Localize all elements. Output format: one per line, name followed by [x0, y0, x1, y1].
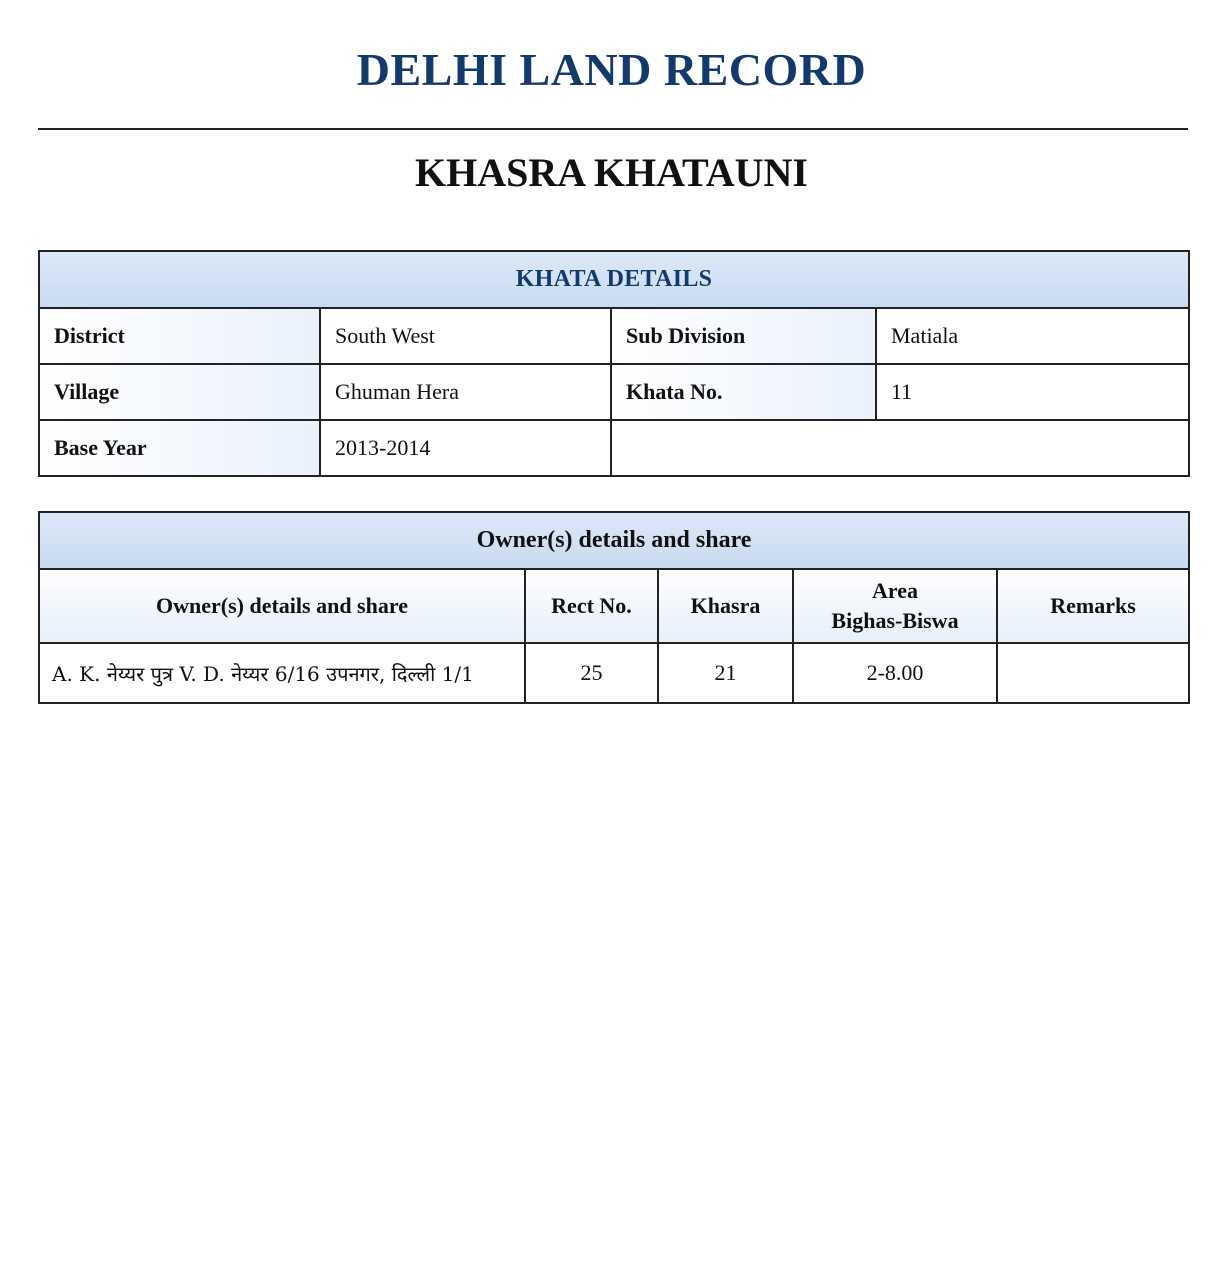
table-row [39, 643, 1189, 703]
page-subtitle: KHASRA KHATAUNI [414, 150, 808, 195]
village-value: Ghuman Hera [320, 364, 611, 420]
khasra-cell: 21 [658, 643, 793, 703]
khata-no-label: Khata No. [611, 364, 876, 420]
empty-cell [611, 420, 1189, 476]
owners-table [38, 511, 1190, 704]
owners-heading: Owner(s) details and share [39, 512, 1189, 569]
khata-no-value: 11 [876, 364, 1189, 420]
district-label: District [39, 308, 320, 364]
page-title: DELHI LAND RECORD [356, 44, 867, 95]
owner-cell: A. K. नेय्यर पुत्र V. D. नेय्यर 6/16 उपनगर, दिल्ली 1/1 [39, 643, 525, 703]
column-header-rect-no: Rect No. [525, 569, 658, 643]
rect-no-cell: 25 [525, 643, 658, 703]
district-value: South West [320, 308, 611, 364]
area-cell: 2-8.00 [793, 643, 997, 703]
column-header-khasra: Khasra [658, 569, 793, 643]
village-label: Village [39, 364, 320, 420]
khata-details-table [38, 250, 1190, 477]
area-header-line2: Bighas-Biswa [831, 608, 959, 633]
base-year-label: Base Year [39, 420, 320, 476]
sub-division-label: Sub Division [611, 308, 876, 364]
area-header-line1: Area [871, 578, 919, 603]
base-year-value: 2013-2014 [320, 420, 611, 476]
sub-division-value: Matiala [876, 308, 1189, 364]
remarks-cell [997, 643, 1189, 703]
column-header-area [793, 569, 997, 643]
title-divider [38, 128, 1188, 130]
column-header-owner: Owner(s) details and share [39, 569, 525, 643]
khata-details-heading: KHATA DETAILS [39, 251, 1189, 308]
column-header-remarks: Remarks [997, 569, 1189, 643]
